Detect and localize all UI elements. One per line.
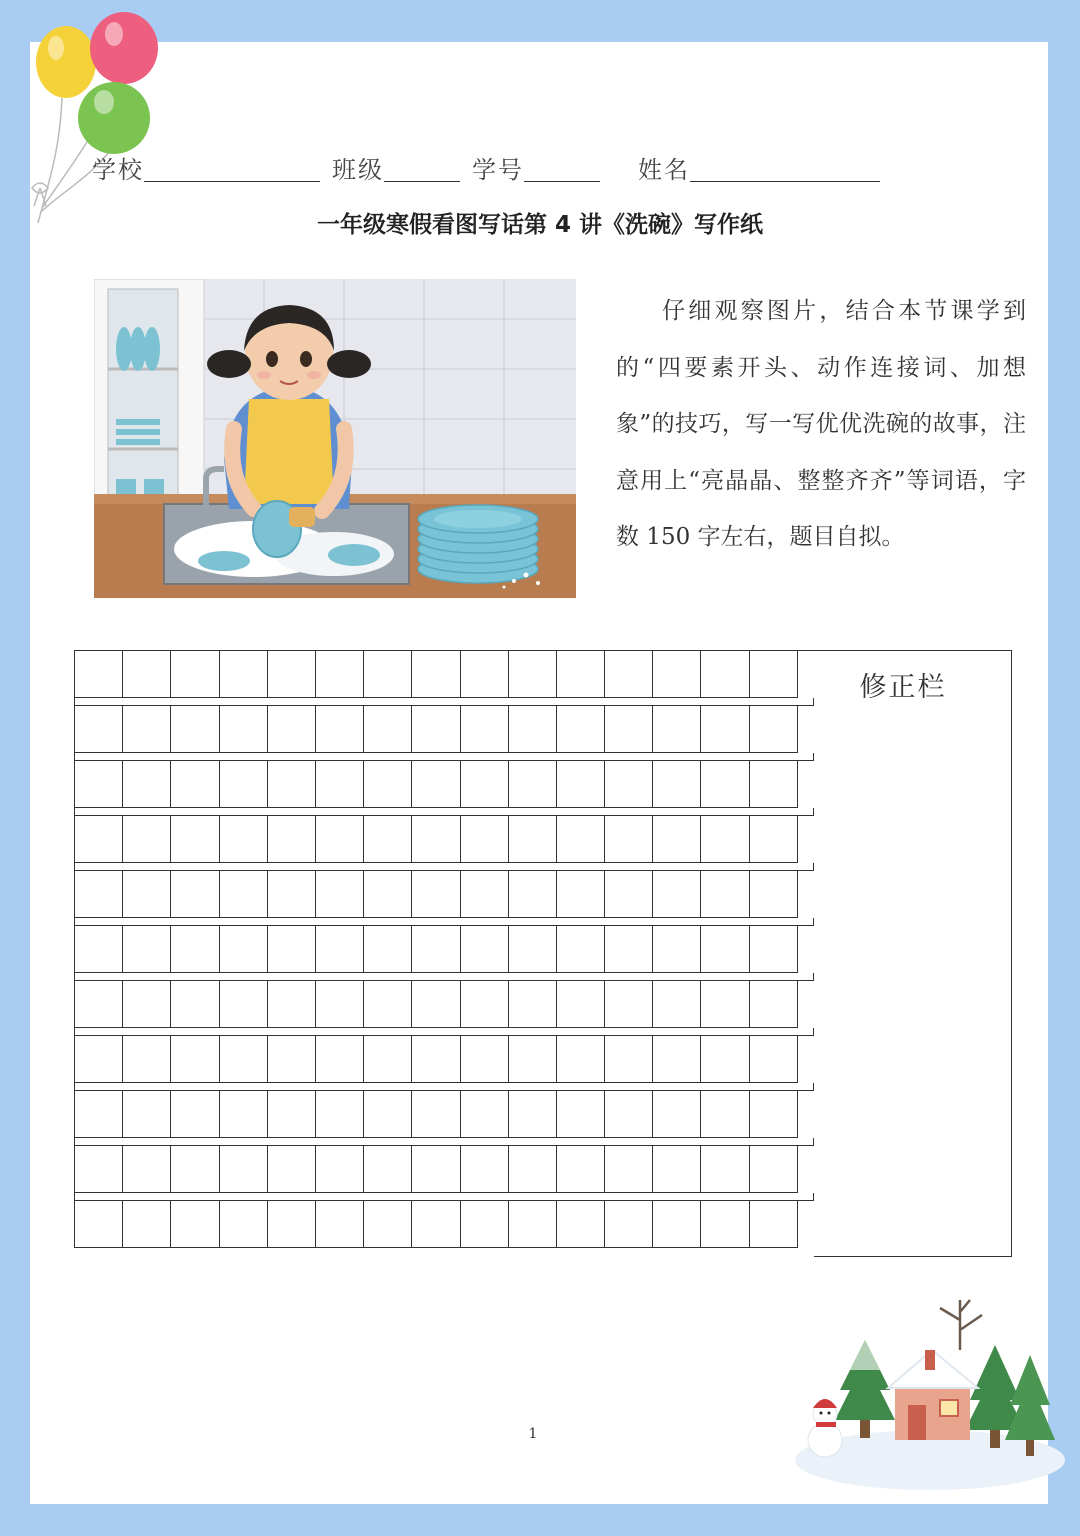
grid-cell[interactable]: [75, 1091, 123, 1138]
grid-row: [75, 651, 814, 698]
grid-cell[interactable]: [123, 1146, 171, 1193]
grid-row: [75, 1201, 814, 1248]
grid-cell[interactable]: [412, 1091, 460, 1138]
row-gap: [75, 1028, 814, 1036]
grid-cell[interactable]: [557, 926, 605, 973]
grid-cell[interactable]: [364, 926, 412, 973]
grid-cell[interactable]: [461, 1146, 509, 1193]
grid-cell[interactable]: [557, 1036, 605, 1083]
grid-cell[interactable]: [653, 816, 701, 863]
grid-cell[interactable]: [701, 1036, 749, 1083]
grid-cell[interactable]: [316, 981, 364, 1028]
grid-row: [75, 981, 814, 1028]
grid-cell[interactable]: [605, 706, 653, 753]
grid-cell[interactable]: [268, 1091, 316, 1138]
grid-cell[interactable]: [750, 816, 798, 863]
grid-cell[interactable]: [509, 706, 557, 753]
grid-row: [75, 816, 814, 863]
grid-cell[interactable]: [123, 981, 171, 1028]
grid-cell[interactable]: [171, 816, 219, 863]
grid-cell[interactable]: [461, 1091, 509, 1138]
grid-cell[interactable]: [412, 1201, 460, 1248]
student-no-field[interactable]: [472, 150, 600, 185]
grid-cell[interactable]: [557, 981, 605, 1028]
grid-cell[interactable]: [605, 651, 653, 698]
grid-cell[interactable]: [701, 651, 749, 698]
grid-cell[interactable]: [653, 706, 701, 753]
grid-cell[interactable]: [750, 761, 798, 808]
school-label: 学校: [92, 156, 144, 184]
writing-instructions: [616, 283, 1026, 566]
grid-cell[interactable]: [605, 981, 653, 1028]
grid-cell[interactable]: [364, 1146, 412, 1193]
grid-cell[interactable]: [701, 1146, 749, 1193]
grid-cell[interactable]: [461, 1036, 509, 1083]
row-gap: [75, 808, 814, 816]
grid-cell[interactable]: [364, 816, 412, 863]
grid-cell[interactable]: [605, 1091, 653, 1138]
grid-cell[interactable]: [268, 1201, 316, 1248]
grid-cell[interactable]: [75, 871, 123, 918]
student-no-label: 学号: [472, 156, 524, 184]
grid-cell[interactable]: [364, 706, 412, 753]
grid-cell[interactable]: [171, 1091, 219, 1138]
grid-cell[interactable]: [268, 1146, 316, 1193]
grid-cell[interactable]: [364, 871, 412, 918]
grid-cell[interactable]: [557, 706, 605, 753]
grid-cell[interactable]: [316, 816, 364, 863]
grid-cell[interactable]: [364, 1201, 412, 1248]
grid-cell[interactable]: [605, 926, 653, 973]
grid-cell[interactable]: [75, 1201, 123, 1248]
grid-row: [75, 761, 814, 808]
grid-cell[interactable]: [220, 761, 268, 808]
grid-cell[interactable]: [220, 816, 268, 863]
grid-cell[interactable]: [750, 871, 798, 918]
school-field[interactable]: [92, 150, 320, 185]
grid-cell[interactable]: [364, 1091, 412, 1138]
grid-cell[interactable]: [412, 651, 460, 698]
row-gap: [75, 1138, 814, 1146]
grid-cell[interactable]: [364, 981, 412, 1028]
grid-cell[interactable]: [316, 706, 364, 753]
grid-cell[interactable]: [316, 1201, 364, 1248]
grid-row: [75, 926, 814, 973]
grid-cell[interactable]: [461, 651, 509, 698]
grid-cell[interactable]: [171, 926, 219, 973]
grid-cell[interactable]: [605, 1201, 653, 1248]
grid-cell[interactable]: [171, 871, 219, 918]
grid-cell[interactable]: [364, 1036, 412, 1083]
grid-cell[interactable]: [171, 761, 219, 808]
grid-cell[interactable]: [220, 981, 268, 1028]
grid-cell[interactable]: [220, 1036, 268, 1083]
grid-cell[interactable]: [750, 1146, 798, 1193]
dishwashing-illustration: [94, 279, 576, 598]
grid-cell[interactable]: [557, 1146, 605, 1193]
grid-cell[interactable]: [509, 981, 557, 1028]
grid-cell[interactable]: [461, 816, 509, 863]
grid-cell[interactable]: [171, 1036, 219, 1083]
grid-cell[interactable]: [412, 761, 460, 808]
instructions-text: 仔细观察图片，结合本节课学到的“四要素开头、动作连接词、加想象”的技巧，写一写优优洗碗的故事，注意用上“亮晶晶、整整齐齐”等词语，字数 150 字左右，题目自拟。: [616, 298, 1026, 550]
grid-cell[interactable]: [412, 816, 460, 863]
grid-cell[interactable]: [123, 651, 171, 698]
grid-cell[interactable]: [557, 816, 605, 863]
grid-cell[interactable]: [220, 1201, 268, 1248]
grid-cell[interactable]: [316, 761, 364, 808]
grid-cell[interactable]: [653, 651, 701, 698]
grid-cell[interactable]: [123, 706, 171, 753]
grid-cell[interactable]: [75, 706, 123, 753]
grid-cell[interactable]: [75, 926, 123, 973]
grid-cell[interactable]: [557, 651, 605, 698]
grid-cell[interactable]: [605, 1146, 653, 1193]
grid-cell[interactable]: [364, 651, 412, 698]
grid-cell[interactable]: [412, 926, 460, 973]
grid-cell[interactable]: [123, 1201, 171, 1248]
grid-cell[interactable]: [461, 926, 509, 973]
grid-cell[interactable]: [268, 651, 316, 698]
balloons-decoration: [20, 8, 180, 238]
grid-cell[interactable]: [220, 706, 268, 753]
grid-cell[interactable]: [461, 761, 509, 808]
grid-cell[interactable]: [268, 981, 316, 1028]
grid-cell[interactable]: [509, 651, 557, 698]
grid-cell[interactable]: [316, 871, 364, 918]
grid-cell[interactable]: [557, 761, 605, 808]
grid-cell[interactable]: [750, 1201, 798, 1248]
row-gap: [75, 698, 814, 706]
grid-cell[interactable]: [653, 1036, 701, 1083]
grid-cell[interactable]: [412, 981, 460, 1028]
grid-cell[interactable]: [220, 651, 268, 698]
school-blank[interactable]: [144, 155, 320, 182]
grid-cell[interactable]: [316, 651, 364, 698]
grid-cell[interactable]: [75, 761, 123, 808]
grid-cell[interactable]: [605, 1036, 653, 1083]
grid-cell[interactable]: [268, 1036, 316, 1083]
row-gap: [75, 973, 814, 981]
grid-cell[interactable]: [653, 1201, 701, 1248]
grid-cell[interactable]: [750, 926, 798, 973]
row-gap: [75, 753, 814, 761]
grid-cell[interactable]: [412, 706, 460, 753]
class-field[interactable]: [332, 150, 460, 185]
grid-cell[interactable]: [268, 761, 316, 808]
grid-cell[interactable]: [701, 871, 749, 918]
grid-cell[interactable]: [461, 871, 509, 918]
class-blank[interactable]: [384, 155, 460, 182]
grid-cell[interactable]: [316, 1146, 364, 1193]
grid-cell[interactable]: [171, 651, 219, 698]
grid-cell[interactable]: [412, 871, 460, 918]
grid-cell[interactable]: [605, 871, 653, 918]
grid-cell[interactable]: [701, 761, 749, 808]
grid-cell[interactable]: [316, 1091, 364, 1138]
grid-cell[interactable]: [701, 1201, 749, 1248]
page-title: 一年级寒假看图写话第 4 讲《洗碗》写作纸: [316, 212, 764, 238]
grid-cell[interactable]: [171, 706, 219, 753]
grid-cell[interactable]: [123, 761, 171, 808]
grid-row: [75, 706, 814, 753]
grid-row: [75, 871, 814, 918]
grid-cell[interactable]: [509, 816, 557, 863]
grid-cell[interactable]: [123, 926, 171, 973]
grid-cell[interactable]: [364, 761, 412, 808]
grid-cell[interactable]: [750, 1036, 798, 1083]
correction-label: 修正栏: [859, 672, 947, 703]
grid-cell[interactable]: [75, 981, 123, 1028]
student-info-line: [92, 150, 912, 186]
grid-cell[interactable]: [461, 981, 509, 1028]
grid-cell[interactable]: [268, 926, 316, 973]
grid-cell[interactable]: [220, 871, 268, 918]
grid-cell[interactable]: [123, 871, 171, 918]
grid-cell[interactable]: [268, 871, 316, 918]
grid-cell[interactable]: [509, 1201, 557, 1248]
grid-cell[interactable]: [653, 1146, 701, 1193]
grid-cell[interactable]: [412, 1036, 460, 1083]
grid-cell[interactable]: [605, 816, 653, 863]
grid-cell[interactable]: [75, 651, 123, 698]
grid-cell[interactable]: [750, 651, 798, 698]
grid-cell[interactable]: [701, 816, 749, 863]
grid-cell[interactable]: [653, 871, 701, 918]
grid-row: [75, 1036, 814, 1083]
grid-cell[interactable]: [509, 1091, 557, 1138]
grid-row: [75, 1146, 814, 1193]
grid-cell[interactable]: [509, 926, 557, 973]
grid-cell[interactable]: [750, 981, 798, 1028]
grid-cell[interactable]: [268, 706, 316, 753]
grid-cell[interactable]: [509, 871, 557, 918]
grid-cell[interactable]: [750, 706, 798, 753]
row-gap: [75, 863, 814, 871]
grid-cell[interactable]: [268, 816, 316, 863]
name-label: 姓名: [638, 156, 690, 184]
grid-cell[interactable]: [653, 1091, 701, 1138]
grid-cell[interactable]: [75, 1146, 123, 1193]
student-no-blank[interactable]: [524, 155, 600, 182]
grid-cell[interactable]: [750, 1091, 798, 1138]
grid-cell[interactable]: [605, 761, 653, 808]
grid-cell[interactable]: [701, 926, 749, 973]
grid-cell[interactable]: [557, 871, 605, 918]
grid-cell[interactable]: [653, 926, 701, 973]
grid-row: [75, 1091, 814, 1138]
page-number: 1: [528, 1426, 538, 1442]
row-gap: [75, 1193, 814, 1201]
grid-cell[interactable]: [171, 981, 219, 1028]
grid-cell[interactable]: [653, 761, 701, 808]
grid-cell[interactable]: [557, 1201, 605, 1248]
grid-cell[interactable]: [123, 816, 171, 863]
grid-cell[interactable]: [461, 706, 509, 753]
grid-cell[interactable]: [653, 981, 701, 1028]
grid-cell[interactable]: [171, 1201, 219, 1248]
grid-cell[interactable]: [220, 1091, 268, 1138]
row-gap: [75, 918, 814, 926]
grid-cell[interactable]: [220, 1146, 268, 1193]
name-field[interactable]: [638, 150, 880, 185]
grid-cell[interactable]: [123, 1036, 171, 1083]
grid-cell[interactable]: [75, 816, 123, 863]
grid-cell[interactable]: [557, 1091, 605, 1138]
correction-column[interactable]: [814, 650, 1012, 1257]
name-blank[interactable]: [690, 155, 880, 182]
grid-cell[interactable]: [171, 1146, 219, 1193]
grid-cell[interactable]: [412, 1146, 460, 1193]
writing-grid[interactable]: [74, 650, 814, 1248]
grid-cell[interactable]: [509, 1146, 557, 1193]
grid-cell[interactable]: [461, 1201, 509, 1248]
grid-cell[interactable]: [701, 1091, 749, 1138]
grid-cell[interactable]: [701, 981, 749, 1028]
grid-cell[interactable]: [509, 761, 557, 808]
grid-cell[interactable]: [75, 1036, 123, 1083]
row-gap: [75, 1083, 814, 1091]
grid-cell[interactable]: [316, 926, 364, 973]
winter-house-decoration: [790, 1290, 1070, 1490]
grid-cell[interactable]: [220, 926, 268, 973]
grid-cell[interactable]: [316, 1036, 364, 1083]
class-label: 班级: [332, 156, 384, 184]
grid-cell[interactable]: [123, 1091, 171, 1138]
grid-cell[interactable]: [701, 706, 749, 753]
grid-cell[interactable]: [509, 1036, 557, 1083]
